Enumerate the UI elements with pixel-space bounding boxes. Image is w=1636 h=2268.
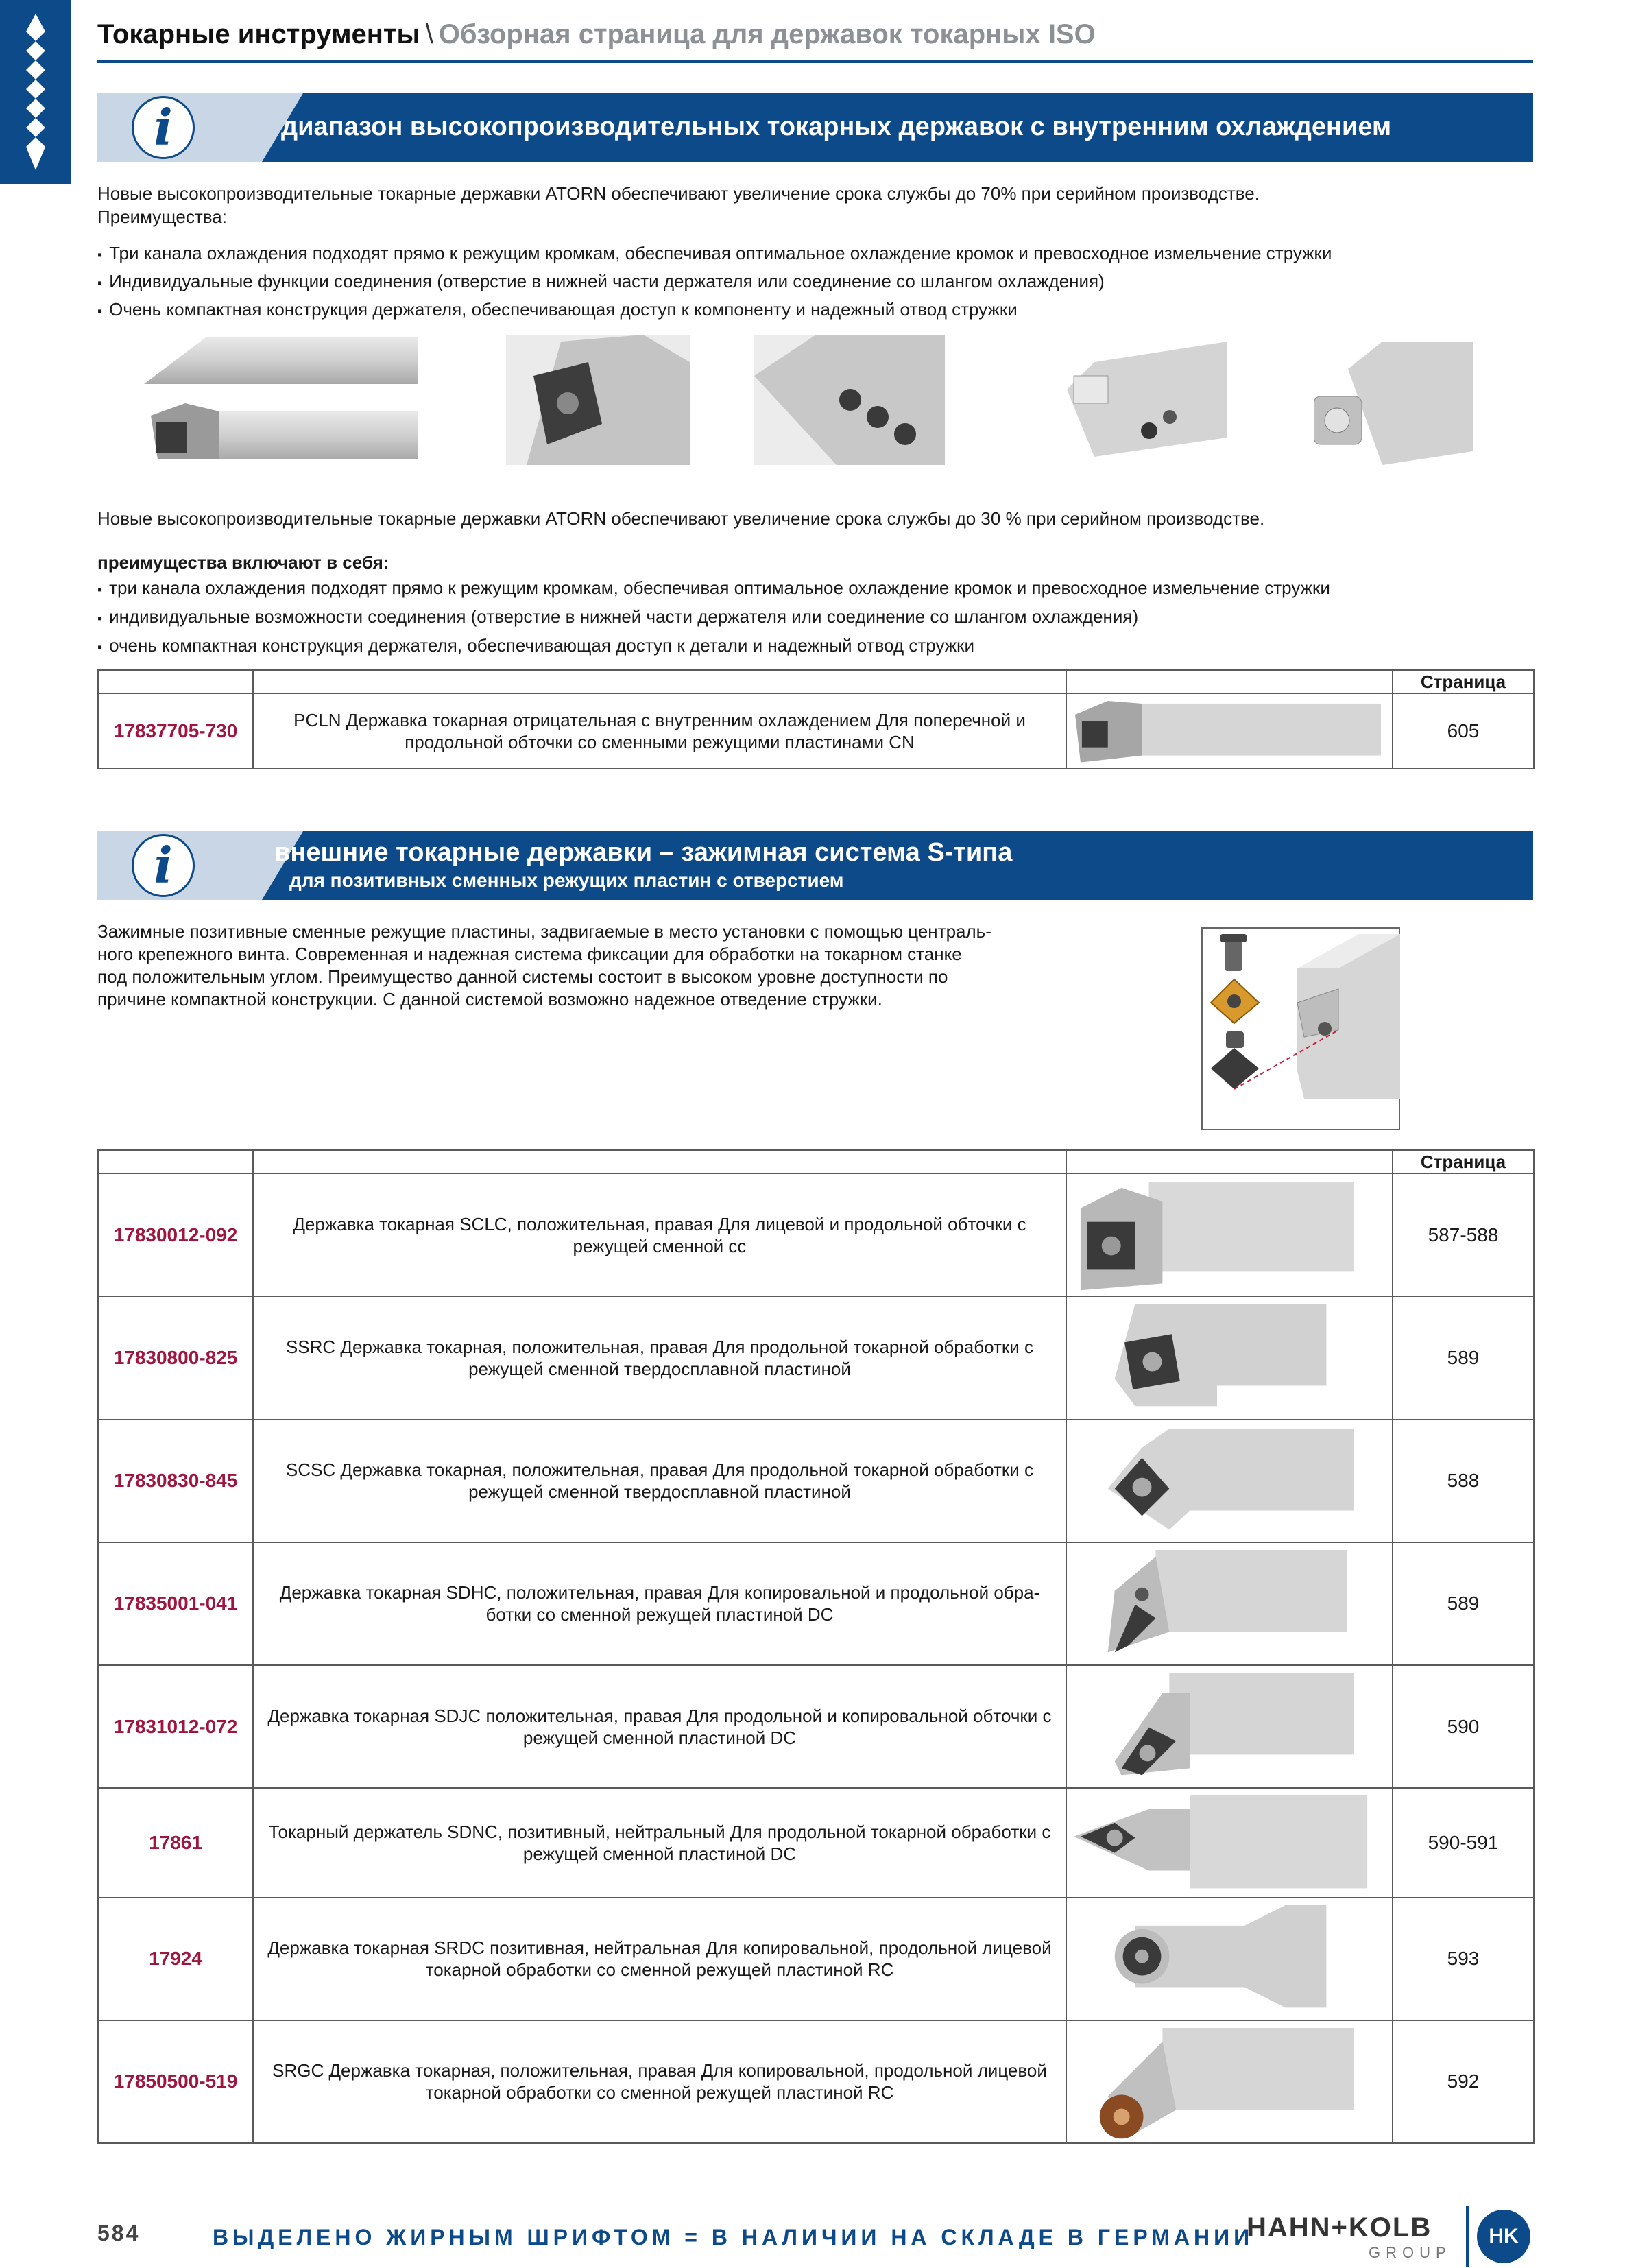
product-description: SCSC Державка токарная, положительная, правая Для продольной токарной обработки с режущей сменной твердосплавной пластиной xyxy=(253,1420,1066,1542)
article-number[interactable]: 17830830-845 xyxy=(98,1420,253,1542)
product-description: Токарный держатель SDNC, позитивный, нейтральный Для продольной токарной обработки с режущей сменной пластиной DC xyxy=(253,1788,1066,1897)
page-column-header: Страница xyxy=(1393,1150,1534,1173)
brand-logo xyxy=(1247,2210,1541,2265)
brand-seal-icon: HK xyxy=(1477,2210,1530,2263)
section1-banner xyxy=(97,93,1533,162)
catalog-page[interactable]: 590-591 xyxy=(1393,1788,1534,1897)
section2-product-table xyxy=(97,1149,1535,2144)
catalog-page[interactable]: 590 xyxy=(1393,1665,1534,1788)
srdc-holder-image xyxy=(1067,1898,1392,2020)
table-row[interactable] xyxy=(98,1788,1534,1897)
article-number[interactable]: 17831012-072 xyxy=(98,1665,253,1788)
article-number[interactable]: 17850500-519 xyxy=(98,2020,253,2143)
section1-bullets-2 xyxy=(97,575,1330,661)
list-item: ▪ индивидуальные возможности соединения (отверстие в нижней части держателя или соединение со шлангом охлаждения) xyxy=(97,604,1330,632)
product-description: SRGC Державка токарная, положительная, правая Для копировальной, продольной лицевой токарной обработки со сменной режущей пластиной RC xyxy=(253,2020,1066,2143)
section2-banner xyxy=(97,831,1533,900)
scsc-holder-image xyxy=(1067,1420,1392,1542)
product-image-cell xyxy=(1066,1542,1393,1665)
product-image-cell xyxy=(1066,1898,1393,2020)
holder-photo-4 xyxy=(1067,342,1227,457)
product-description: Державка токарная SRDC позитивная, нейтральная Для копировальной, продольной лицевой токарной обработки со сменной режущей пластиной RC xyxy=(253,1898,1066,2020)
section1-advantages-label: Преимущества: xyxy=(97,206,227,227)
article-number[interactable]: 17830012-092 xyxy=(98,1173,253,1296)
section2-title: внешние токарные державки – зажимная система S-типа xyxy=(274,838,1013,867)
article-number[interactable]: 17837705-730 xyxy=(98,693,253,769)
product-description: Державка токарная SCLC, положительная, правая Для лицевой и продольной обточки с режущей сменной сс xyxy=(253,1173,1066,1296)
page-column-header: Страница xyxy=(1393,670,1534,693)
table-row[interactable] xyxy=(98,1665,1534,1788)
article-number[interactable]: 17861 xyxy=(98,1788,253,1897)
header-separator: \ xyxy=(425,19,433,49)
table-header-row xyxy=(98,670,1534,693)
sdjc-holder-image xyxy=(1067,1666,1392,1787)
page-number: 584 xyxy=(97,2221,141,2245)
section1-bullets xyxy=(97,240,1332,324)
list-item: ▪ три канала охлаждения подходят прямо к режущим кромкам, обеспечивая оптимальное охлаждение кромок и превосходное измельчение стружки xyxy=(97,575,1330,604)
info-icon: i xyxy=(132,96,195,159)
catalog-page[interactable]: 589 xyxy=(1393,1296,1534,1419)
product-description: Державка токарная SDHC, положительная, правая Для копировальной и продольной обработки со сменной режущей пластиной DC xyxy=(253,1542,1066,1665)
brand-name: HAHN+KOLB xyxy=(1247,2212,1432,2243)
product-image-cell xyxy=(1066,1296,1393,1419)
sdnc-holder-image xyxy=(1067,1789,1392,1896)
pcln-holder-image xyxy=(1067,694,1392,768)
section2-text: Зажимные позитивные сменные режущие пластины, задвигаемые в место установки с помощью централь- ного крепежного винта. Современная и надежная система фиксации для обработки на токарном станке под положительным углом. Преимущество данной системы состоит в высоком уровне доступности по причине компактной конструкции. С данной системой возможно надежное отведение стружки. xyxy=(97,921,991,1010)
section1-intro: Новые высокопроизводительные токарные державки ATORN обеспечивают увеличение срока службы до 70% при серийном производстве. xyxy=(97,183,1260,204)
footer-note: ВЫДЕЛЕНО ЖИРНЫМ ШРИФТОМ = В НАЛИЧИИ НА СКЛАДЕ В ГЕРМАНИИ xyxy=(213,2225,1254,2249)
table-row[interactable] xyxy=(98,1173,1534,1296)
header-title: Токарные инструменты xyxy=(97,19,420,49)
sclc-holder-image xyxy=(1067,1174,1392,1296)
table-row[interactable] xyxy=(98,1420,1534,1542)
table-row[interactable] xyxy=(98,1296,1534,1419)
product-image-cell xyxy=(1066,1420,1393,1542)
product-image-cell xyxy=(1066,693,1393,769)
srgc-holder-image xyxy=(1067,2021,1392,2142)
product-description: SSRC Державка токарная, положительная, правая Для продольной токарной обработки с режущей сменной твердосплавной пластиной xyxy=(253,1296,1066,1419)
article-number[interactable]: 17830800-825 xyxy=(98,1296,253,1419)
catalog-page[interactable]: 592 xyxy=(1393,2020,1534,2143)
table-row[interactable] xyxy=(98,1898,1534,2020)
section1-title: диапазон высокопроизводительных токарных державок с внутренним охлаждением xyxy=(281,112,1392,141)
catalog-page[interactable]: 587-588 xyxy=(1393,1173,1534,1296)
article-number[interactable]: 17924 xyxy=(98,1898,253,2020)
table-row[interactable] xyxy=(98,1542,1534,1665)
product-description: Державка токарная SDJC положительная, правая Для продольной и копировальной обточки с режущей сменной пластиной DC xyxy=(253,1665,1066,1788)
product-image-cell xyxy=(1066,1665,1393,1788)
table-header-row xyxy=(98,1150,1534,1173)
clamping-system-diagram xyxy=(1201,927,1400,1130)
holder-photo-2 xyxy=(506,335,690,465)
product-image-cell xyxy=(1066,1173,1393,1296)
product-image-cell xyxy=(1066,1788,1393,1897)
product-image-cell xyxy=(1066,2020,1393,2143)
list-item: ▪ Индивидуальные функции соединения (отверстие в нижней части держателя или соединение со шлангом охлаждения) xyxy=(97,268,1332,296)
table-row[interactable] xyxy=(98,693,1534,769)
catalog-page[interactable]: 593 xyxy=(1393,1898,1534,2020)
side-tab xyxy=(0,0,71,184)
list-item: ▪ Очень компактная конструкция держателя, обеспечивающая доступ к компоненту и надежный отвод стружки xyxy=(97,296,1332,324)
list-item: ▪ очень компактная конструкция держателя, обеспечивающая доступ к детали и надежный отвод стружки xyxy=(97,632,1330,661)
section2-subtitle: для позитивных сменных режущих пластин с отверстием xyxy=(289,870,844,891)
header-rule xyxy=(97,60,1533,63)
section1-intro-2: Новые высокопроизводительные токарные державки ATORN обеспечивают увеличение срока службы до 30 % при серийном производстве. xyxy=(97,508,1265,529)
holder-photo-1 xyxy=(144,335,425,465)
product-description: PCLN Державка токарная отрицательная с внутренним охлаждением Для поперечной и продольной обточки со сменными режущими пластинами CN xyxy=(253,693,1066,769)
sdhc-holder-image xyxy=(1067,1543,1392,1664)
brand-group: GROUP xyxy=(1369,2244,1452,2261)
section1-advantages-label-2: преимущества включают в себя: xyxy=(97,552,389,573)
holder-photo-5 xyxy=(1314,342,1473,465)
header-subtitle: Обзорная страница для державок токарных ISO xyxy=(438,19,1096,49)
catalog-page[interactable]: 605 xyxy=(1393,693,1534,769)
drill-icon xyxy=(15,11,56,173)
holder-photo-3 xyxy=(754,335,945,465)
ssrc-holder-image xyxy=(1067,1297,1392,1418)
section1-product-table xyxy=(97,669,1535,769)
list-item: ▪ Три канала охлаждения подходят прямо к режущим кромкам, обеспечивая оптимальное охлаждение кромок и превосходное измельчение стружки xyxy=(97,240,1332,268)
catalog-page[interactable]: 589 xyxy=(1393,1542,1534,1665)
page-header xyxy=(97,19,1096,50)
article-number[interactable]: 17835001-041 xyxy=(98,1542,253,1665)
catalog-page[interactable]: 588 xyxy=(1393,1420,1534,1542)
table-row[interactable] xyxy=(98,2020,1534,2143)
info-icon: i xyxy=(132,834,195,897)
